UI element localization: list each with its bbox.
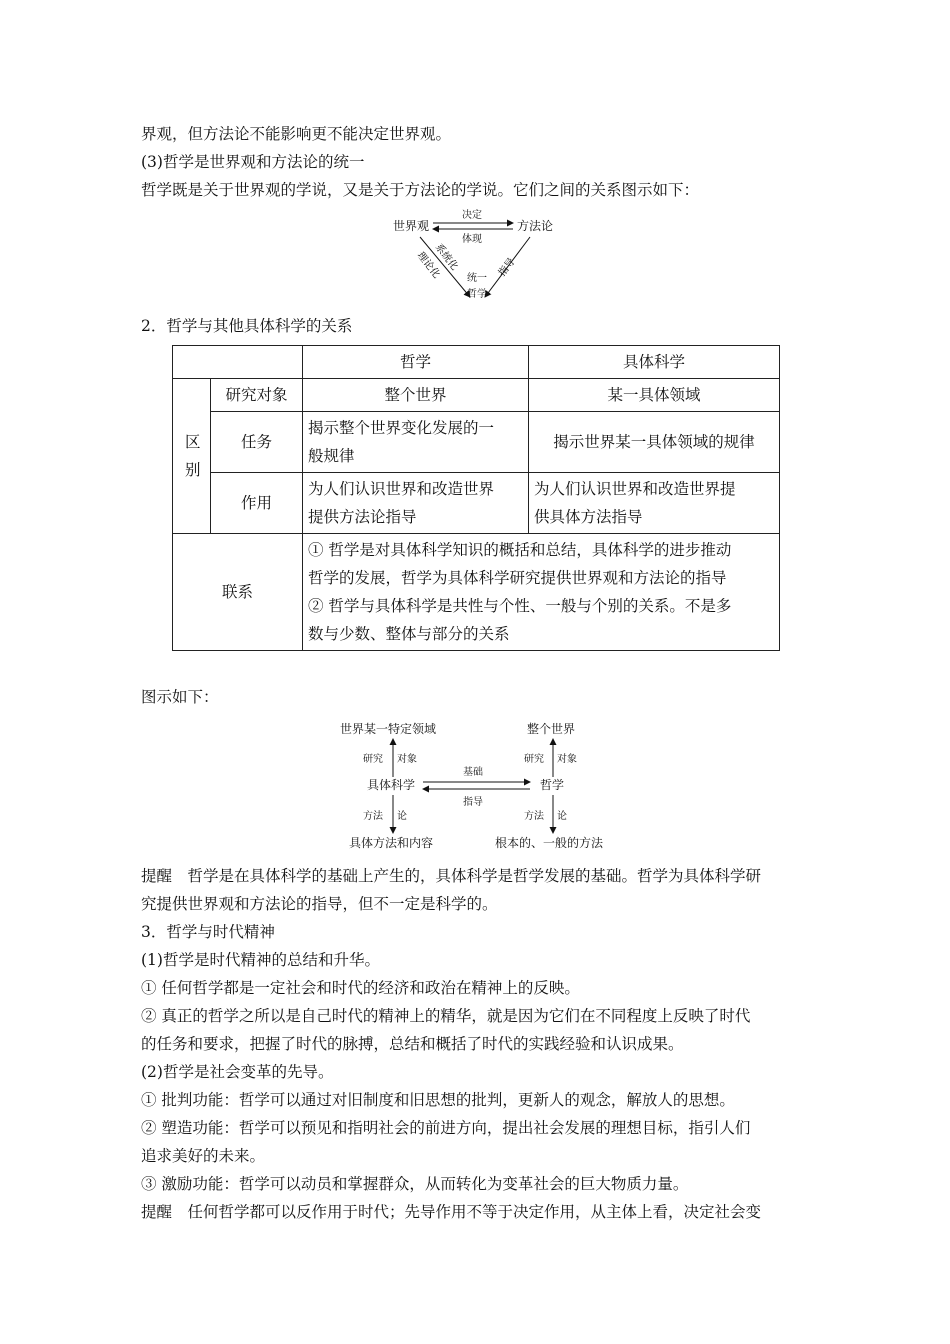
- table-row: [173, 379, 780, 412]
- cell-line: 为人们认识世界和改造世界提: [534, 480, 736, 498]
- whole-world-label: 整个世界: [527, 722, 576, 736]
- fundamental-methods-label: 根本的、一般的方法: [495, 836, 604, 850]
- decide-label: 决定: [462, 210, 482, 221]
- cell-line: 数与少数、整体与部分的关系: [308, 625, 510, 643]
- philosophy-science-table: [172, 345, 780, 651]
- table-row: [173, 534, 780, 651]
- embody-label: 体现: [462, 234, 482, 245]
- worldview-methodology-diagram: [385, 205, 570, 310]
- table-header-cell: 具体科学: [529, 346, 780, 379]
- text-line: 提醒 哲学是在具体科学的基础上产生的，具体科学是哲学发展的基础。哲学为具体科学研: [141, 867, 762, 885]
- specific-methods-label: 具体方法和内容: [349, 836, 434, 850]
- text-line: ① 任何哲学都是一定社会和时代的经济和政治在精神上的反映。: [141, 979, 580, 997]
- cell-line: ① 哲学是对具体科学知识的概括和总结，具体科学的进步推动: [308, 541, 732, 559]
- text-line: 追求美好的未来。: [141, 1147, 266, 1165]
- text-line: (3)哲学是世界观和方法论的统一: [141, 153, 365, 171]
- difference-label: 区别: [173, 379, 211, 534]
- table-row: [173, 473, 780, 534]
- row-label: 作用: [211, 473, 303, 534]
- table-cell: [303, 412, 529, 473]
- table-row: [173, 412, 780, 473]
- text-line: 提醒 任何哲学都可以反作用于时代；先导作用不等于决定作用，从主体上看，决定社会变: [141, 1203, 762, 1221]
- row-label: 任务: [211, 412, 303, 473]
- specific-domain-label: 世界某一特定领域: [340, 722, 437, 736]
- table-cell: 揭示世界某一具体领域的规律: [529, 412, 780, 473]
- row-label: 研究对象: [211, 379, 303, 412]
- research-label: 研究: [363, 754, 383, 765]
- methodology-label: 方法论: [517, 219, 554, 233]
- theory-label: 论: [397, 811, 407, 822]
- text-line: ② 塑造功能：哲学可以预见和指明社会的前进方向，提出社会发展的理想目标，指引人们: [141, 1119, 751, 1137]
- text-line: 图示如下：: [141, 688, 219, 706]
- theory-label: 论: [557, 811, 567, 822]
- cell-line: 揭示整个世界变化发展的一: [308, 419, 495, 437]
- table-cell: [529, 473, 780, 534]
- foundation-label: 基础: [463, 767, 483, 778]
- worldview-label: 世界观: [393, 219, 430, 233]
- cell-line: 提供方法论指导: [308, 508, 417, 526]
- table-corner-cell: [173, 346, 303, 379]
- philosophy-label: 哲学: [467, 289, 487, 300]
- philosophy-node-label: 哲学: [540, 778, 565, 792]
- guide-label: 指导: [496, 256, 518, 279]
- specific-science-label: 具体科学: [367, 778, 416, 792]
- text-line: (1)哲学是时代精神的总结和升华。: [141, 951, 380, 969]
- text-line: 究提供世界观和方法论的指导，但不一定是科学的。: [141, 895, 498, 913]
- text-line: 界观，但方法论不能影响更不能决定世界观。: [141, 125, 452, 143]
- theorize-label: 理论化: [414, 250, 442, 281]
- table-cell: [303, 473, 529, 534]
- systematize-label: 系统化: [432, 242, 460, 273]
- link-label: 联系: [173, 534, 303, 651]
- table-cell: 某一具体领域: [529, 379, 780, 412]
- text-line: ② 真正的哲学之所以是自己时代的精神上的精华，就是因为它们在不同程度上反映了时代: [141, 1007, 751, 1025]
- cell-line: 般规律: [308, 447, 355, 465]
- text-line: (2)哲学是社会变革的先导。: [141, 1063, 334, 1081]
- cell-line: 供具体方法指导: [534, 508, 643, 526]
- table-cell: 整个世界: [303, 379, 529, 412]
- cell-line: ② 哲学与具体科学是共性与个性、一般与个别的关系。不是多: [308, 597, 732, 615]
- table-header-cell: 哲学: [303, 346, 529, 379]
- research-label: 研究: [524, 754, 544, 765]
- philosophy-science-diagram: [335, 715, 625, 855]
- section-heading: 2．哲学与其他具体科学的关系: [141, 317, 353, 335]
- object-label: 对象: [557, 754, 577, 765]
- table-cell: [303, 534, 780, 651]
- cell-line: 哲学的发展，哲学为具体科学研究提供世界观和方法论的指导: [308, 569, 727, 587]
- text-line: ③ 激励功能：哲学可以动员和掌握群众，从而转化为变革社会的巨大物质力量。: [141, 1175, 689, 1193]
- cell-line: 为人们认识世界和改造世界: [308, 480, 495, 498]
- table-header-row: [173, 346, 780, 379]
- guidance-label: 指导: [463, 797, 483, 808]
- text-line: 的任务和要求，把握了时代的脉搏，总结和概括了时代的实践经验和认识成果。: [141, 1035, 684, 1053]
- section-heading: 3．哲学与时代精神: [141, 923, 275, 941]
- method-label: 方法: [363, 811, 383, 822]
- unity-label: 统一: [467, 273, 487, 284]
- text-line: 哲学既是关于世界观的学说，又是关于方法论的学说。它们之间的关系图示如下：: [141, 181, 700, 199]
- text-line: ① 批判功能：哲学可以通过对旧制度和旧思想的批判，更新人的观念，解放人的思想。: [141, 1091, 735, 1109]
- object-label: 对象: [397, 754, 417, 765]
- method-label: 方法: [524, 811, 544, 822]
